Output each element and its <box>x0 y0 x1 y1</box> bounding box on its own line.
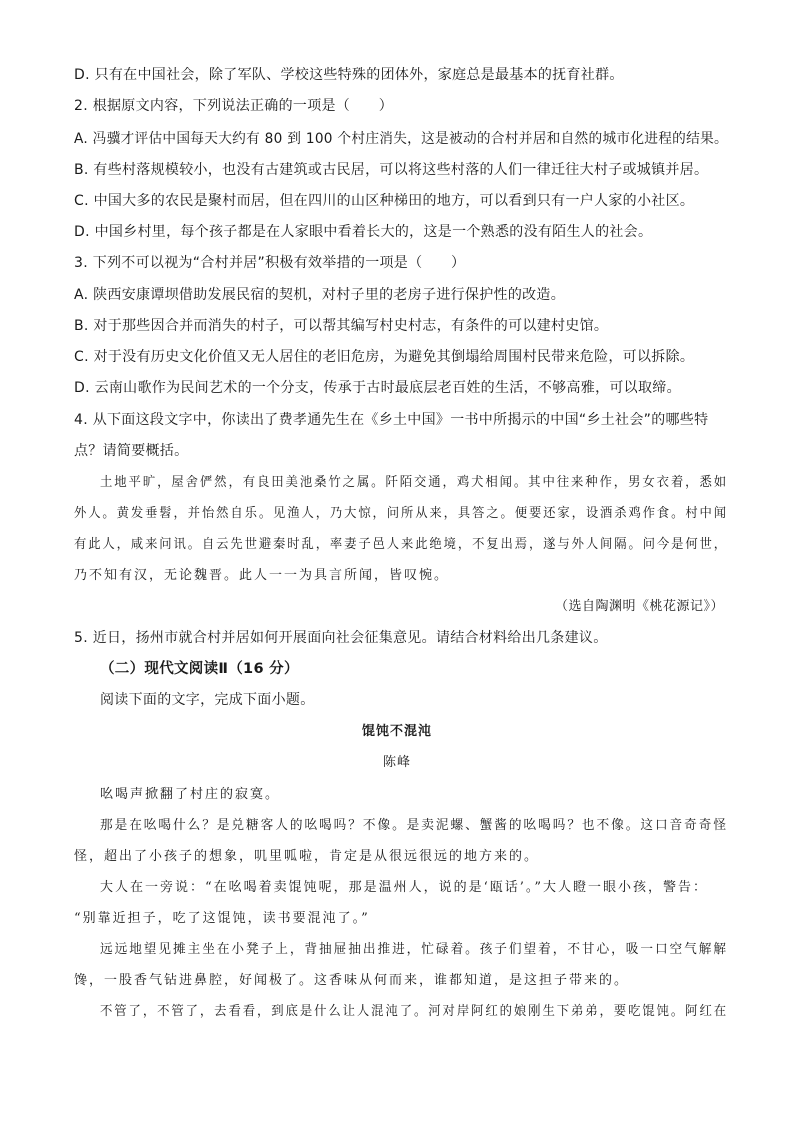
quote-line-4: 乃不知有汉，无论魏晋。此人一一为具言所闻，皆叹惋。 <box>74 568 450 583</box>
section-heading: （二）现代文阅读Ⅱ（16 分） <box>100 661 299 677</box>
story-para-4-cont: 馋，一股香气钻进鼻腔，好闻极了。这香味从何而来，谁都知道，是这担子带来的。 <box>74 973 630 988</box>
option-b-q2: B. 有些村落规模较小，也没有古建筑或古民居，可以将这些村落的人们一律迁往大村子或城镇并居。 <box>74 162 709 178</box>
question-2: 2. 根据原文内容，下列说法正确的一项是（ ） <box>74 98 394 114</box>
quote-source: （选自陶渊明《桃花源记》） <box>554 599 724 614</box>
story-para-2: 那是在吆喝什么？是兑糖客人的吆喝吗？不像。是卖泥螺、蟹酱的吆喝吗？也不像。这口音奇奇怪 <box>100 818 728 833</box>
story-para-1: 吆喝声掀翻了村庄的寂寞。 <box>100 787 281 802</box>
option-b-q3: B. 对于那些因合并而消失的村子，可以帮其编写村史村志，有条件的可以建村史馆。 <box>74 318 609 334</box>
article-title: 馄饨不混沌 <box>361 724 432 739</box>
story-para-4: 远远地望见摊主坐在小凳子上，背抽屉抽出推进，忙碌着。孩子们望着，不甘心，吸一口空气解解 <box>100 942 728 957</box>
story-para-5: 不管了，不管了，去看看，到底是什么让人混沌了。河对岸阿红的娘刚生下弟弟，要吃馄饨。阿红在 <box>100 1004 729 1019</box>
question-4: 4. 从下面这段文字中，你读出了费孝通先生在《乡土中国》一书中所揭示的中国“乡土社会”的哪些特 <box>74 412 709 428</box>
story-para-3: 大人在一旁说：“在吆喝着卖馄饨呢，那是温州人，说的是‘瓯话’。”大人瞪一眼小孩，警告： <box>100 880 709 895</box>
story-para-3-cont: “别靠近担子，吃了这馄饨，读书要混沌了。” <box>74 911 370 926</box>
question-3: 3. 下列不可以视为“合村并居”积极有效举措的一项是（ ） <box>74 255 466 271</box>
question-5: 5. 近日，扬州市就合村并居如何开展面向社会征集意见。请结合材料给出几条建议。 <box>74 630 608 646</box>
option-a-q3: A. 陕西安康谭坝借助发展民宿的契机，对村子里的老房子进行保护性的改造。 <box>74 287 566 303</box>
option-d-q3: D. 云南山歌作为民间艺术的一个分支，传承于古时最底层老百姓的生活，不够高雅，可以取缔。 <box>74 380 681 396</box>
option-d-q2: D. 中国乡村里，每个孩子都是在人家眼中看着长大的，这是一个熟悉的没有陌生人的社会。 <box>74 224 653 240</box>
option-c-q3: C. 对于没有历史文化价值又无人居住的老旧危房，为避免其倒塌给周围村民带来危险，可以拆除。 <box>74 349 695 365</box>
quote-line-3: 有此人，咸来问讯。自云先世避秦时乱，率妻子邑人来此绝境，不复出焉，遂与外人间隔。问今是何世， <box>74 537 728 552</box>
quote-line-1: 土地平旷，屋舍俨然，有良田美池桑竹之属。阡陌交通，鸡犬相闻。其中往来种作，男女衣着，悉如 <box>100 475 729 490</box>
option-a-q2: A. 冯骥才评估中国每天大约有 80 到 100 个村庄消失，这是被动的合村并居和自然的城市化进程的结果。 <box>74 131 728 147</box>
instruction: 阅读下面的文字，完成下面小题。 <box>100 692 315 708</box>
option-c-q2: C. 中国大多的农民是聚村而居，但在四川的山区种梯田的地方，可以看到只有一户人家的小社区。 <box>74 193 695 209</box>
option-d-q1: D. 只有在中国社会，除了军队、学校这些特殊的团体外，家庭总是最基本的抚育社群。 <box>74 67 624 83</box>
quote-line-2: 外人。黄发垂髫，并怡然自乐。见渔人，乃大惊，问所从来，具答之。便要还家，设酒杀鸡作食。村中闻 <box>74 506 728 521</box>
story-para-2-cont: 怪，超出了小孩子的想象，叽里呱啦，肯定是从很远很远的地方来的。 <box>74 849 540 864</box>
article-author: 陈峰 <box>382 755 411 770</box>
question-4-cont: 点？请简要概括。 <box>74 443 189 459</box>
